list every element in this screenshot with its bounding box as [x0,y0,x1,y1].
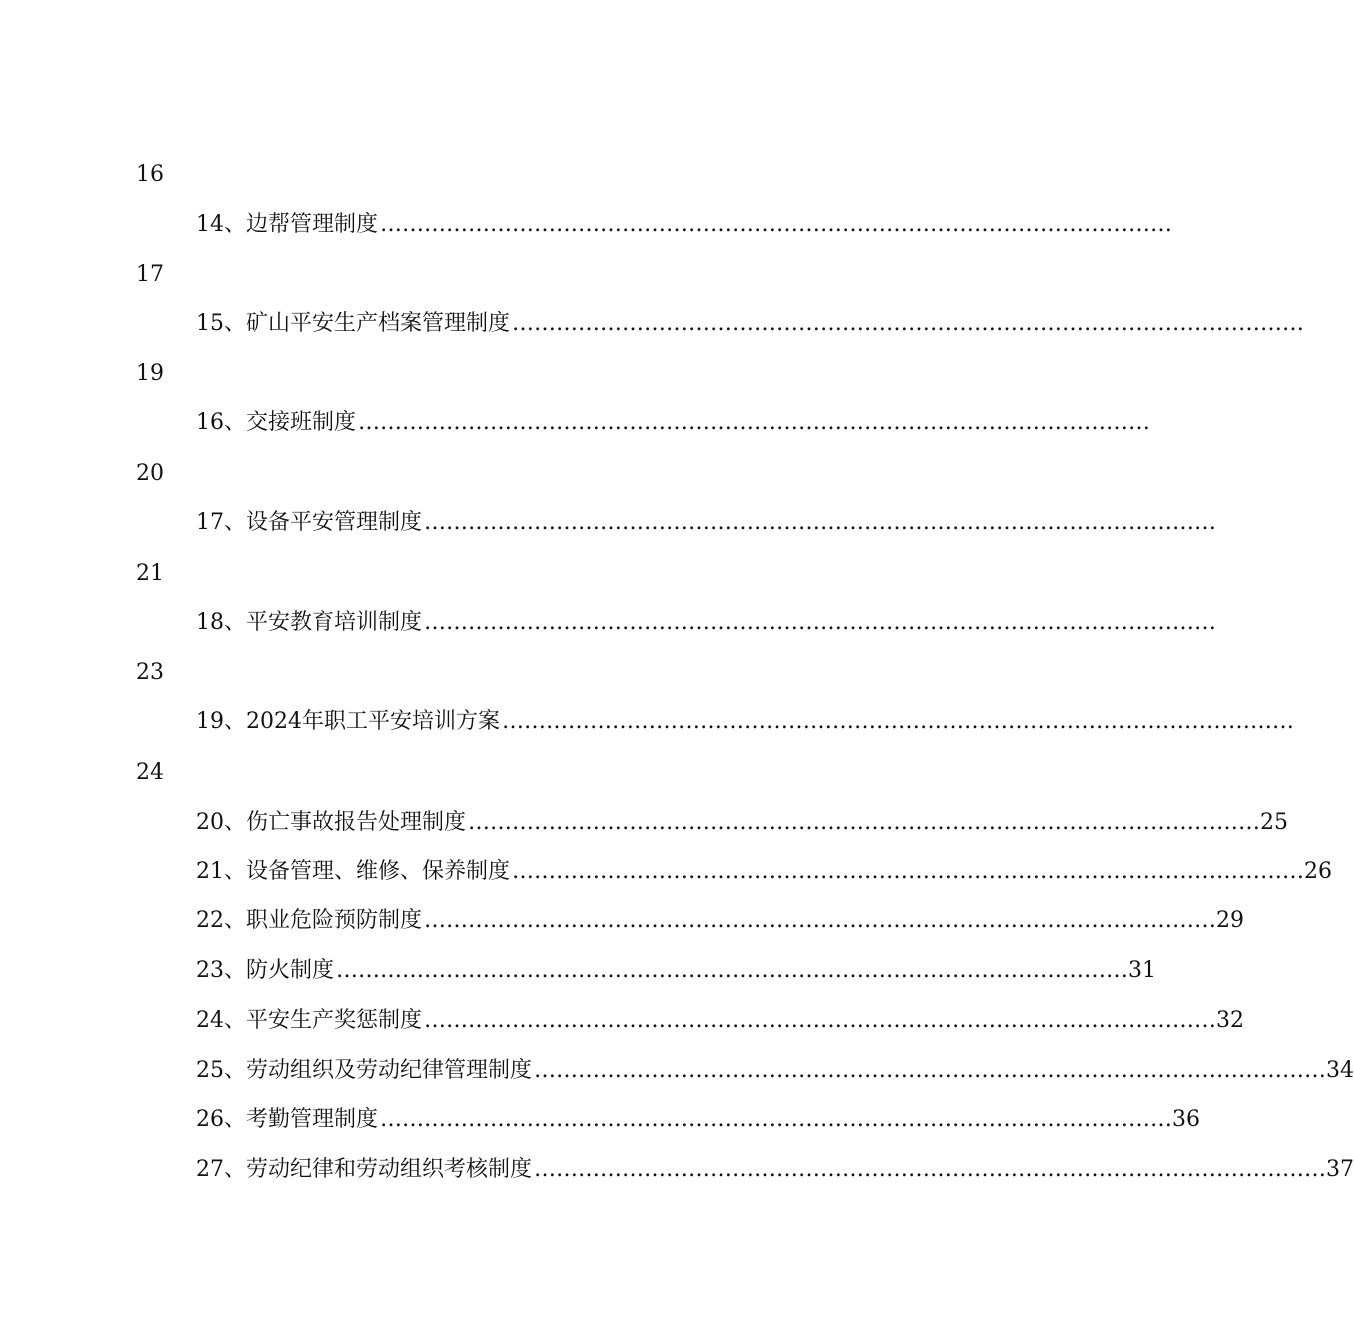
toc-entry-number: 15 [196,311,224,336]
toc-entry-number: 14 [196,212,224,237]
toc-entry-title: 平安生产奖惩制度 [246,1008,423,1033]
toc-entry-separator: 、 [224,212,247,237]
toc-entry-separator: 、 [224,410,247,435]
toc-entry[interactable] [196,309,1305,339]
toc-entry-separator: 、 [224,810,247,835]
toc-dot-leader: ……………………………………………………………………………………………… [336,958,1129,983]
toc-dot-leader: ……………………………………………………………………………………………… [424,908,1217,933]
toc-entry-page: 31 [1128,958,1157,983]
toc-entry-page: 34 [1326,1058,1354,1083]
toc-dot-leader: ……………………………………………………………………………………………… [380,212,1173,237]
toc-entry-title: 2024年职工平安培训方案 [246,709,501,734]
toc-entry-number: 16 [196,410,224,435]
toc-entry-separator: 、 [224,1157,247,1182]
toc-entry[interactable] [196,707,1295,737]
toc-entry-page: 36 [1172,1107,1201,1132]
toc-entry[interactable] [196,1056,1354,1086]
toc-entry[interactable] [196,1105,1201,1135]
toc-entry-number: 21 [196,859,224,884]
toc-entry-title: 设备管理、维修、保养制度 [246,859,511,884]
toc-entry[interactable] [196,1006,1245,1036]
toc-entry[interactable] [196,210,1173,240]
toc-entry[interactable] [196,857,1333,887]
toc-entry-number: 25 [196,1058,224,1083]
toc-dot-leader: ……………………………………………………………………………………………… [502,709,1295,734]
toc-entry-separator: 、 [224,958,247,983]
toc-entry[interactable] [196,608,1217,638]
toc-entry[interactable] [196,808,1289,838]
toc-entry[interactable] [196,408,1151,438]
toc-entry[interactable] [196,956,1157,986]
toc-entry-title: 防火制度 [246,958,335,983]
toc-entry-separator: 、 [224,510,247,535]
toc-page-number: 23 [136,660,164,685]
toc-entry-number: 20 [196,810,224,835]
toc-entry-number: 19 [196,709,224,734]
toc-entry-title: 劳动纪律和劳动组织考核制度 [246,1157,533,1182]
toc-entry-separator: 、 [224,709,247,734]
toc-entry-number: 23 [196,958,224,983]
toc-page-number: 20 [136,461,164,486]
toc-page-number: 21 [136,561,164,586]
toc-entry-title: 平安教育培训制度 [246,610,423,635]
toc-entry-number: 26 [196,1107,224,1132]
toc-entry-number: 17 [196,510,224,535]
toc-entry[interactable] [196,508,1217,538]
toc-page-number: 17 [136,262,164,287]
toc-entry-title: 劳动组织及劳动纪律管理制度 [246,1058,533,1083]
toc-entry-page: 29 [1216,908,1245,933]
toc-entry-page: 32 [1216,1008,1245,1033]
toc-entry-number: 22 [196,908,224,933]
toc-entry-separator: 、 [224,610,247,635]
toc-entry-separator: 、 [224,1107,247,1132]
toc-entry[interactable] [196,1155,1354,1185]
toc-dot-leader: ……………………………………………………………………………………………… [358,410,1151,435]
toc-entry-title: 边帮管理制度 [246,212,379,237]
toc-entry-page: 26 [1304,859,1333,884]
toc-dot-leader: ……………………………………………………………………………………………… [512,311,1305,336]
toc-entry[interactable] [196,906,1245,936]
toc-entry-title: 职业危险预防制度 [246,908,423,933]
toc-entry-number: 18 [196,610,224,635]
toc-entry-page: 25 [1260,810,1289,835]
toc-dot-leader: ……………………………………………………………………………………………… [424,610,1217,635]
toc-page-number: 19 [136,361,164,386]
toc-dot-leader: ……………………………………………………………………………………………… [468,810,1261,835]
toc-dot-leader: ……………………………………………………………………………………………… [424,510,1217,535]
toc-entry-separator: 、 [224,311,247,336]
toc-entry-title: 设备平安管理制度 [246,510,423,535]
toc-entry-separator: 、 [224,1008,247,1033]
toc-entry-number: 27 [196,1157,224,1182]
toc-entry-number: 24 [196,1008,224,1033]
toc-entry-title: 考勤管理制度 [246,1107,379,1132]
toc-dot-leader: ……………………………………………………………………………………………… [380,1107,1173,1132]
toc-dot-leader: ……………………………………………………………………………………………… [534,1058,1327,1083]
toc-page-number: 24 [136,760,164,785]
toc-entry-page: 37 [1326,1157,1354,1182]
toc-entry-separator: 、 [224,908,247,933]
toc-entry-title: 矿山平安生产档案管理制度 [246,311,511,336]
toc-entry-title: 伤亡事故报告处理制度 [246,810,467,835]
toc-entry-title: 交接班制度 [246,410,357,435]
toc-dot-leader: ……………………………………………………………………………………………… [424,1008,1217,1033]
toc-dot-leader: ……………………………………………………………………………………………… [512,859,1305,884]
toc-dot-leader: ……………………………………………………………………………………………… [534,1157,1327,1182]
toc-entry-separator: 、 [224,859,247,884]
toc-entry-separator: 、 [224,1058,247,1083]
toc-page-number: 16 [136,162,164,187]
